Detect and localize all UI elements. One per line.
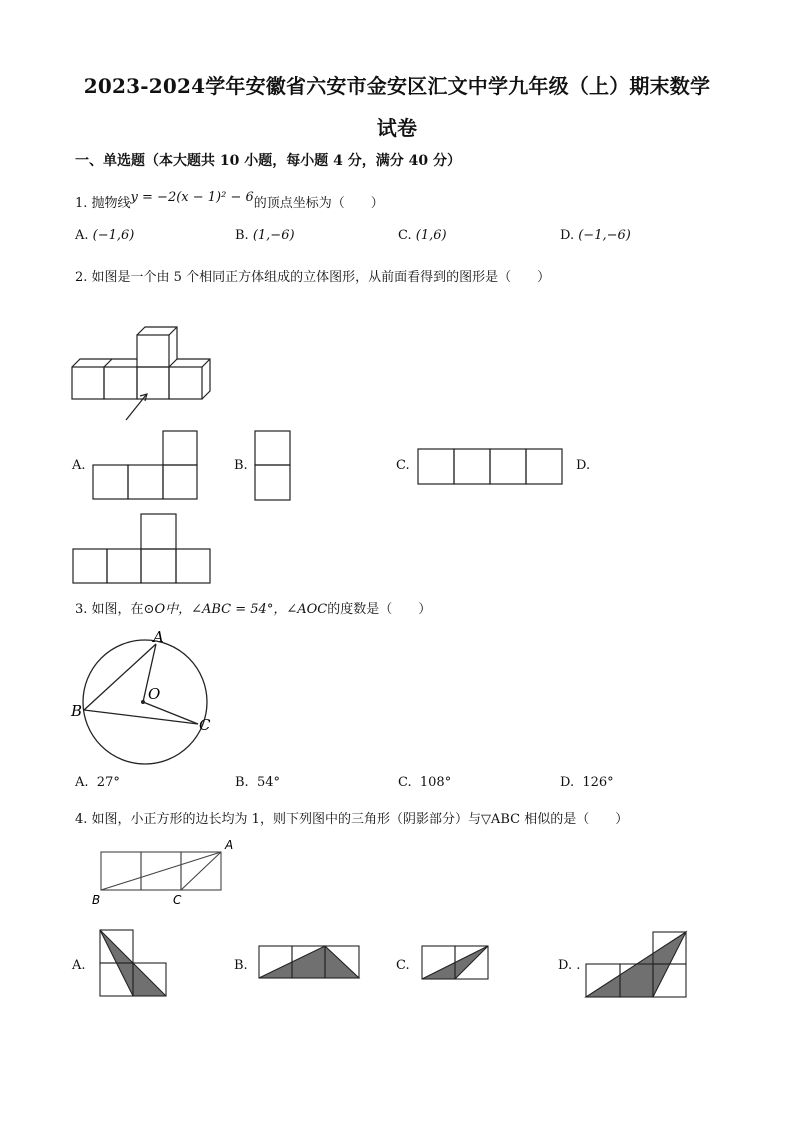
q4-option-c-figure[interactable] bbox=[420, 944, 492, 982]
q3-option-d[interactable] bbox=[560, 775, 614, 790]
page-title-line2: 试卷 bbox=[376, 116, 418, 140]
q3-prefix: 3. 如图，在⊙ bbox=[75, 602, 155, 617]
option-label: D. bbox=[560, 228, 575, 243]
option-text: (−1,−6) bbox=[578, 228, 631, 243]
q4-option-d-figure[interactable] bbox=[584, 930, 690, 1000]
q2-option-d-figure[interactable] bbox=[72, 513, 212, 585]
question-1 bbox=[75, 192, 384, 211]
option-label: C. bbox=[398, 228, 412, 243]
q2-option-b-figure[interactable] bbox=[254, 430, 291, 501]
q2-option-d-label[interactable]: D. bbox=[576, 458, 591, 473]
option-label: D. bbox=[560, 775, 575, 790]
point-b-label: B bbox=[71, 702, 83, 720]
q1-option-b[interactable] bbox=[235, 228, 295, 243]
q1-option-c[interactable] bbox=[398, 228, 447, 243]
q4-grid-figure bbox=[88, 836, 248, 908]
q3-middle: 中，∠ABC = 54°，∠AOC bbox=[165, 602, 328, 617]
option-text: 126° bbox=[582, 775, 614, 790]
point-c-label: C bbox=[199, 716, 211, 734]
q4-option-c-label[interactable]: C. bbox=[396, 958, 410, 973]
q3-circle-figure bbox=[68, 628, 228, 768]
q2-option-c-figure[interactable] bbox=[417, 448, 563, 486]
q3-circle-name: O bbox=[154, 602, 166, 617]
q1-option-a[interactable] bbox=[75, 228, 134, 243]
q2-cube-figure bbox=[60, 320, 220, 425]
point-b-label: B bbox=[92, 893, 101, 907]
q3-option-b[interactable] bbox=[235, 775, 280, 790]
option-text: 54° bbox=[256, 775, 280, 790]
question-2: 2. 如图是一个由 5 个相同正方体组成的立体图形，从前面看得到的图形是（ ） bbox=[75, 270, 551, 285]
center-point bbox=[141, 700, 145, 704]
option-label: A. bbox=[75, 775, 89, 790]
section-header: 一、单选题（本大题共 10 小题，每小题 4 分，满分 40 分） bbox=[75, 153, 461, 169]
q4-option-b-label[interactable]: B. bbox=[234, 958, 248, 973]
page-title-line1: 2023-2024学年安徽省六安市金安区汇文中学九年级（上）期末数学 bbox=[83, 74, 711, 98]
q3-option-c[interactable] bbox=[398, 775, 451, 790]
option-label: B. bbox=[235, 228, 249, 243]
q1-option-d[interactable] bbox=[560, 228, 631, 243]
option-label: C. bbox=[398, 775, 412, 790]
q2-option-a-figure[interactable] bbox=[92, 430, 198, 500]
point-c-label: C bbox=[173, 893, 182, 907]
option-text: (1,−6) bbox=[252, 228, 295, 243]
q4-option-d-label[interactable]: D. . bbox=[558, 958, 581, 973]
q2-option-c-label[interactable]: C. bbox=[396, 458, 410, 473]
option-text: 108° bbox=[419, 775, 452, 790]
point-a-label: A bbox=[153, 628, 164, 646]
point-o-label: O bbox=[148, 685, 161, 703]
q4-option-a-figure[interactable] bbox=[98, 928, 170, 998]
question-4: 4. 如图，小正方形的边长均为 1，则下列图中的三角形（阴影部分）与▽ABC 相似的是（ ） bbox=[75, 812, 629, 827]
question-3 bbox=[75, 598, 431, 617]
option-label: A. bbox=[75, 228, 89, 243]
option-text: (1,6) bbox=[415, 228, 447, 243]
option-text: 27° bbox=[96, 775, 120, 790]
q1-formula: y = −2(x − 1)² − 6 bbox=[130, 190, 254, 205]
option-text: (−1,6) bbox=[92, 228, 135, 243]
q1-prefix: 1. 抛物线 bbox=[75, 196, 131, 211]
q2-option-a-label[interactable]: A. bbox=[72, 458, 86, 473]
option-label: B. bbox=[235, 775, 249, 790]
q3-option-a[interactable] bbox=[75, 775, 120, 790]
q3-suffix: 的度数是（ ） bbox=[327, 602, 432, 617]
q1-suffix: 的顶点坐标为（ ） bbox=[253, 196, 384, 211]
point-a-label: A bbox=[225, 838, 234, 852]
q4-option-b-figure[interactable] bbox=[257, 944, 361, 980]
q4-option-a-label[interactable]: A. bbox=[72, 958, 86, 973]
q2-option-b-label[interactable]: B. bbox=[234, 458, 248, 473]
